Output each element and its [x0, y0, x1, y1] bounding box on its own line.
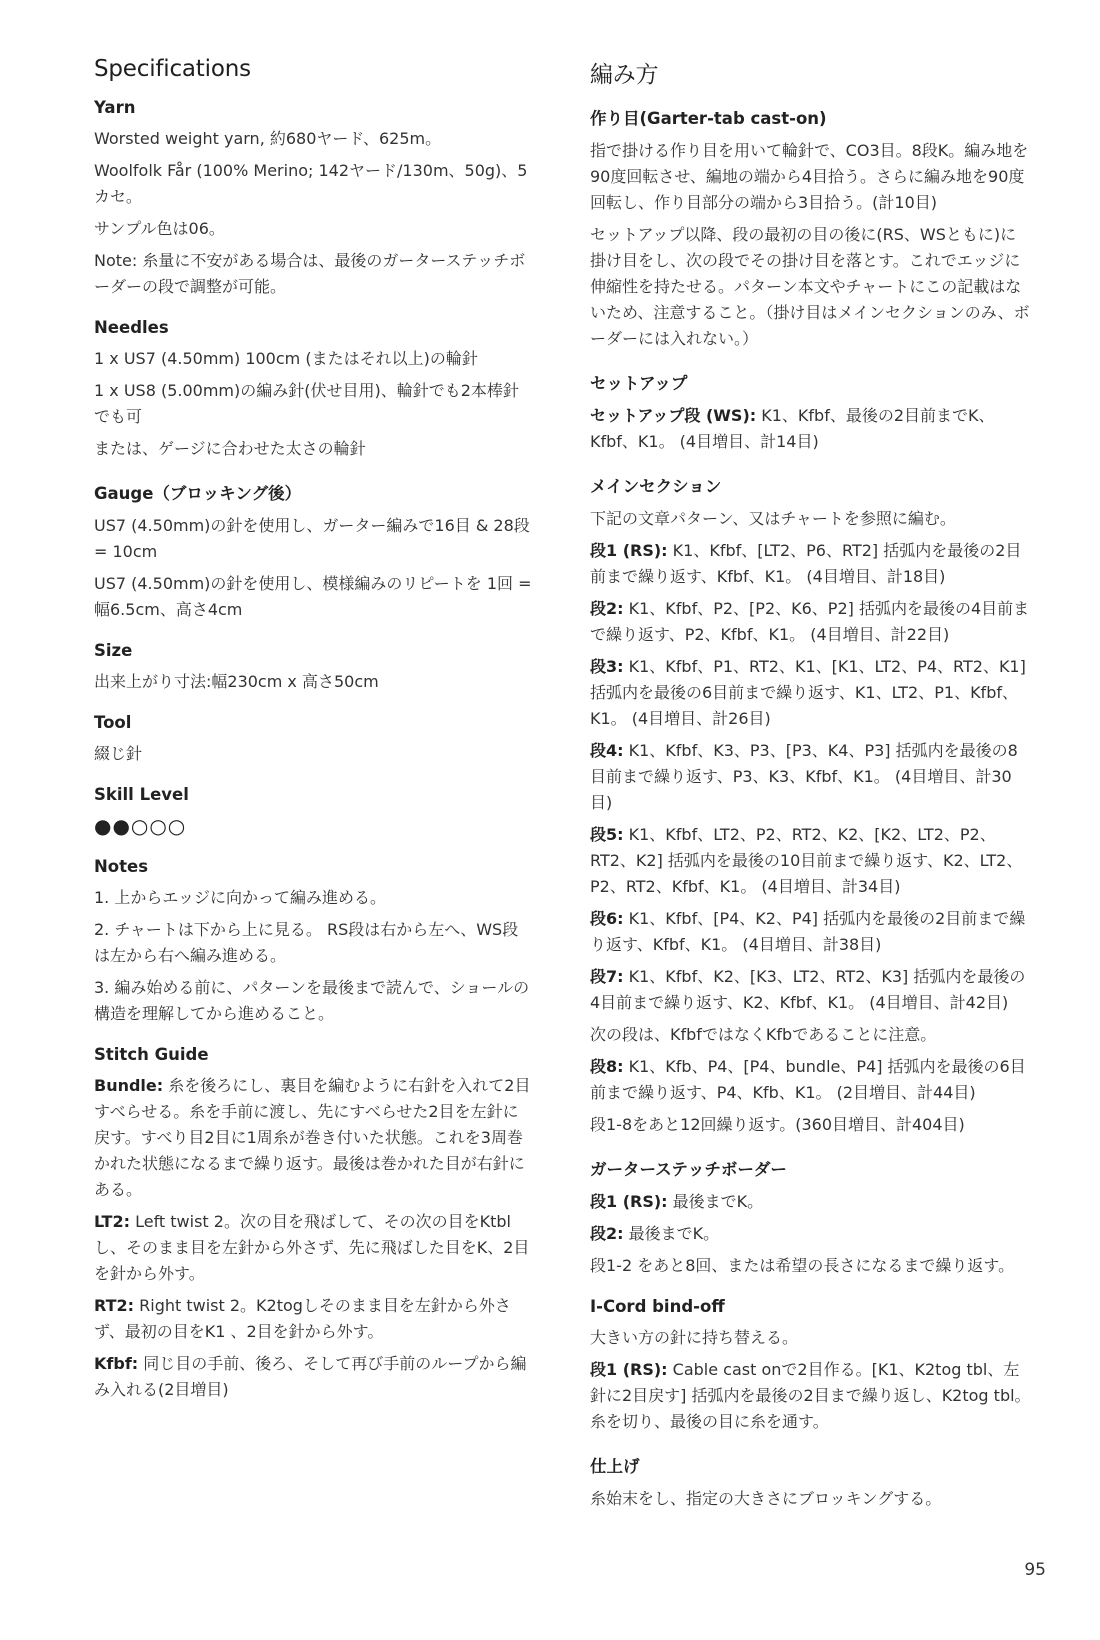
setup-row-term: セットアップ段 (WS):: [590, 406, 757, 425]
main-row-7: [590, 964, 1032, 1016]
gauge-heading: Gauge（ブロッキング後）: [94, 484, 302, 503]
main-row-7-text: K1、Kfbf、K2、[K3、LT2、RT2、K3] 括弧内を最後の4目前まで繰り返す、K2、Kfbf、K1。 (4目増目、計42目): [590, 967, 1026, 1012]
main-row-5: [590, 822, 1032, 900]
skill-level-dots-icon: ●●○○○: [94, 814, 187, 838]
border-row-1-text: 最後までK。: [667, 1192, 764, 1211]
stitch-guide-heading: Stitch Guide: [94, 1045, 209, 1064]
finishing-heading: 仕上げ: [590, 1457, 640, 1476]
bindoff-intro: 大きい方の針に持ち替える。: [590, 1328, 799, 1347]
border-row-2: [590, 1221, 1032, 1247]
stitch-rt2: [94, 1293, 534, 1345]
setup-row: [590, 403, 1032, 455]
notes-line-2: 2. チャートは下から上に見る。 RS段は右から左へ、WS段は左から右へ編み進める。: [94, 920, 519, 965]
main-row-4-text: K1、Kfbf、K3、P3、[P3、K4、P3] 括弧内を最後の8目前まで繰り返す、P3、K3、Kfbf、K1。 (4目増目、計30目): [590, 741, 1018, 812]
border-row-1-term: 段1 (RS):: [590, 1192, 668, 1211]
finishing-text: 糸始末をし、指定の大きさにブロッキングする。: [590, 1489, 942, 1508]
main-row-2-term: 段2:: [590, 599, 624, 618]
stitch-kfbf-text: 同じ目の手前、後ろ、そして再び手前のループから編み入れる(2目増目): [94, 1354, 527, 1399]
stitch-rt2-text: Right twist 2。K2togしそのまま目を左針から外さず、最初の目をK1 、2目を針から外す。: [94, 1296, 511, 1341]
needles-heading: Needles: [94, 318, 169, 337]
border-row-2-text: 最後までK。: [623, 1224, 720, 1243]
bindoff-row-text: Cable cast onで2目作る。[K1、K2tog tbl、左針に2目戻す] 括弧内を最後の2目まで繰り返し、K2tog tbl。糸を切り、最後の目に糸を通す。: [590, 1360, 1031, 1431]
main-section-heading: メインセクション: [590, 477, 722, 496]
stitch-rt2-term: RT2:: [94, 1296, 135, 1315]
border-row-2-term: 段2:: [590, 1224, 624, 1243]
notes-line-3: 3. 編み始める前に、パターンを最後まで読んで、ショールの構造を理解してから進めること。: [94, 978, 530, 1023]
main-note: 次の段は、KfbfではなくKfbであることに注意。: [590, 1025, 937, 1044]
stitch-kfbf-term: Kfbf:: [94, 1354, 139, 1373]
border-heading: ガーターステッチボーダー: [590, 1160, 787, 1179]
setup-row-text: K1、Kfbf、最後の2目前までK、Kfbf、K1。 (4目増目、計14目): [590, 406, 995, 451]
main-row-3-text: K1、Kfbf、P1、RT2、K1、[K1、LT2、P4、RT2、K1] 括弧内を最後の6目前まで繰り返す、K1、LT2、P1、Kfbf、K1。 (4目増目、計26目): [590, 657, 1026, 728]
needles-line-2: 1 x US8 (5.00mm)の編み針(伏せ目用)、輪針でも2本棒針でも可: [94, 381, 519, 426]
notes-line-1: 1. 上からエッジに向かって編み進める。: [94, 888, 387, 907]
size-heading: Size: [94, 641, 133, 660]
tool-text: 綴じ針: [94, 744, 143, 763]
yarn-line-2: Woolfolk Får (100% Merino; 142ヤード/130m、50g)、5カセ。: [94, 161, 528, 206]
skill-level-heading: Skill Level: [94, 785, 189, 804]
main-row-8: [590, 1054, 1032, 1106]
main-row-2: [590, 596, 1032, 648]
instructions-title: 編み方: [590, 62, 659, 88]
cast-on-line-2: セットアップ以降、段の最初の目の後に(RS、WSともに)に掛け目をし、次の段でその掛け目を落とす。これでエッジに伸縮性を持たせる。パターン本文やチャートにこの記載はないため、注意すること。（掛け目はメインセクションのみ、ボーダーには入れない。）: [590, 225, 1030, 348]
bindoff-row-term: 段1 (RS):: [590, 1360, 668, 1379]
main-row-3: [590, 654, 1032, 732]
specifications-title: Specifications: [94, 56, 251, 82]
yarn-heading: Yarn: [94, 98, 136, 117]
gauge-line-2: US7 (4.50mm)の針を使用し、模様編みのリピートを 1回 = 幅6.5cm、高さ4cm: [94, 574, 532, 619]
notes-heading: Notes: [94, 857, 149, 876]
stitch-lt2-term: LT2:: [94, 1212, 130, 1231]
gauge-line-1: US7 (4.50mm)の針を使用し、ガーター編みで16目 & 28段 = 10cm: [94, 516, 530, 561]
needles-line-3: または、ゲージに合わせた太さの輪針: [94, 439, 366, 458]
yarn-line-3: サンプル色は06。: [94, 219, 225, 238]
main-row-4-term: 段4:: [590, 741, 624, 760]
cast-on-heading: 作り目(Garter-tab cast-on): [590, 109, 827, 128]
border-repeat: 段1-2 をあと8回、または希望の長さになるまで繰り返す。: [590, 1256, 1015, 1275]
left-column: [94, 56, 534, 1409]
main-row-5-term: 段5:: [590, 825, 624, 844]
main-row-3-term: 段3:: [590, 657, 624, 676]
main-row-8-term: 段8:: [590, 1057, 624, 1076]
cast-on-line-1: 指で掛ける作り目を用いて輪針で、CO3目。8段K。編み地を90度回転させ、編地の端から4目拾う。さらに編み地を90度回転し、作り目部分の端から3目拾う。(計10目): [590, 141, 1029, 212]
right-column: [590, 56, 1032, 1518]
bindoff-heading: I-Cord bind-off: [590, 1297, 725, 1316]
stitch-kfbf: [94, 1351, 534, 1403]
main-row-1-text: K1、Kfbf、[LT2、P6、RT2] 括弧内を最後の2目前まで繰り返す、Kfbf、K1。 (4目増目、計18目): [590, 541, 1022, 586]
page-number: 95: [1024, 1560, 1046, 1580]
stitch-bundle-term: Bundle:: [94, 1076, 164, 1095]
bindoff-row: [590, 1357, 1032, 1435]
main-row-4: [590, 738, 1032, 816]
main-row-5-text: K1、Kfbf、LT2、P2、RT2、K2、[K2、LT2、P2、RT2、K2] 括弧内を最後の10目前まで繰り返す、K2、LT2、P2、RT2、Kfbf、K1。 (4目増目、計34目): [590, 825, 1023, 896]
main-row-6: [590, 906, 1032, 958]
needles-line-1: 1 x US7 (4.50mm) 100cm (またはそれ以上)の輪針: [94, 349, 478, 368]
yarn-line-1: Worsted weight yarn, 約680ヤード、625m。: [94, 129, 442, 148]
main-row-1-term: 段1 (RS):: [590, 541, 668, 560]
stitch-lt2-text: Left twist 2。次の目を飛ばして、その次の目をKtblし、そのまま目を左針から外さず、先に飛ばした目をK、2目を針から外す。: [94, 1212, 530, 1283]
stitch-bundle: [94, 1073, 534, 1203]
yarn-line-4: Note: 糸量に不安がある場合は、最後のガーターステッチボーダーの段で調整が可能。: [94, 251, 526, 296]
setup-heading: セットアップ: [590, 374, 688, 393]
stitch-lt2: [94, 1209, 534, 1287]
main-row-6-term: 段6:: [590, 909, 624, 928]
main-row-2-text: K1、Kfbf、P2、[P2、K6、P2] 括弧内を最後の4目前まで繰り返す、P2、Kfbf、K1。 (4目増目、計22目): [590, 599, 1030, 644]
tool-heading: Tool: [94, 713, 132, 732]
main-row-7-term: 段7:: [590, 967, 624, 986]
border-row-1: [590, 1189, 1032, 1215]
main-repeat: 段1-8をあと12回繰り返す。(360目増目、計404目): [590, 1115, 965, 1134]
main-row-8-text: K1、Kfb、P4、[P4、bundle、P4] 括弧内を最後の6目前まで繰り返す、P4、Kfb、K1。 (2目増目、計44目): [590, 1057, 1026, 1102]
main-intro: 下記の文章パターン、又はチャートを参照に編む。: [590, 509, 956, 528]
size-text: 出来上がり寸法:幅230cm x 高さ50cm: [94, 672, 379, 691]
stitch-bundle-text: 糸を後ろにし、裏目を編むように右針を入れて2目すべらせる。糸を手前に渡し、先にすべらせた2目を左針に戻す。すべり目2目に1周糸が巻き付いた状態。これを3周巻かれた状態になるまで繰り返す。最後は巻かれた目が右針にある。: [94, 1076, 531, 1199]
main-row-6-text: K1、Kfbf、[P4、K2、P4] 括弧内を最後の2目前まで繰り返す、Kfbf、K1。 (4目増目、計38目): [590, 909, 1026, 954]
main-row-1: [590, 538, 1032, 590]
